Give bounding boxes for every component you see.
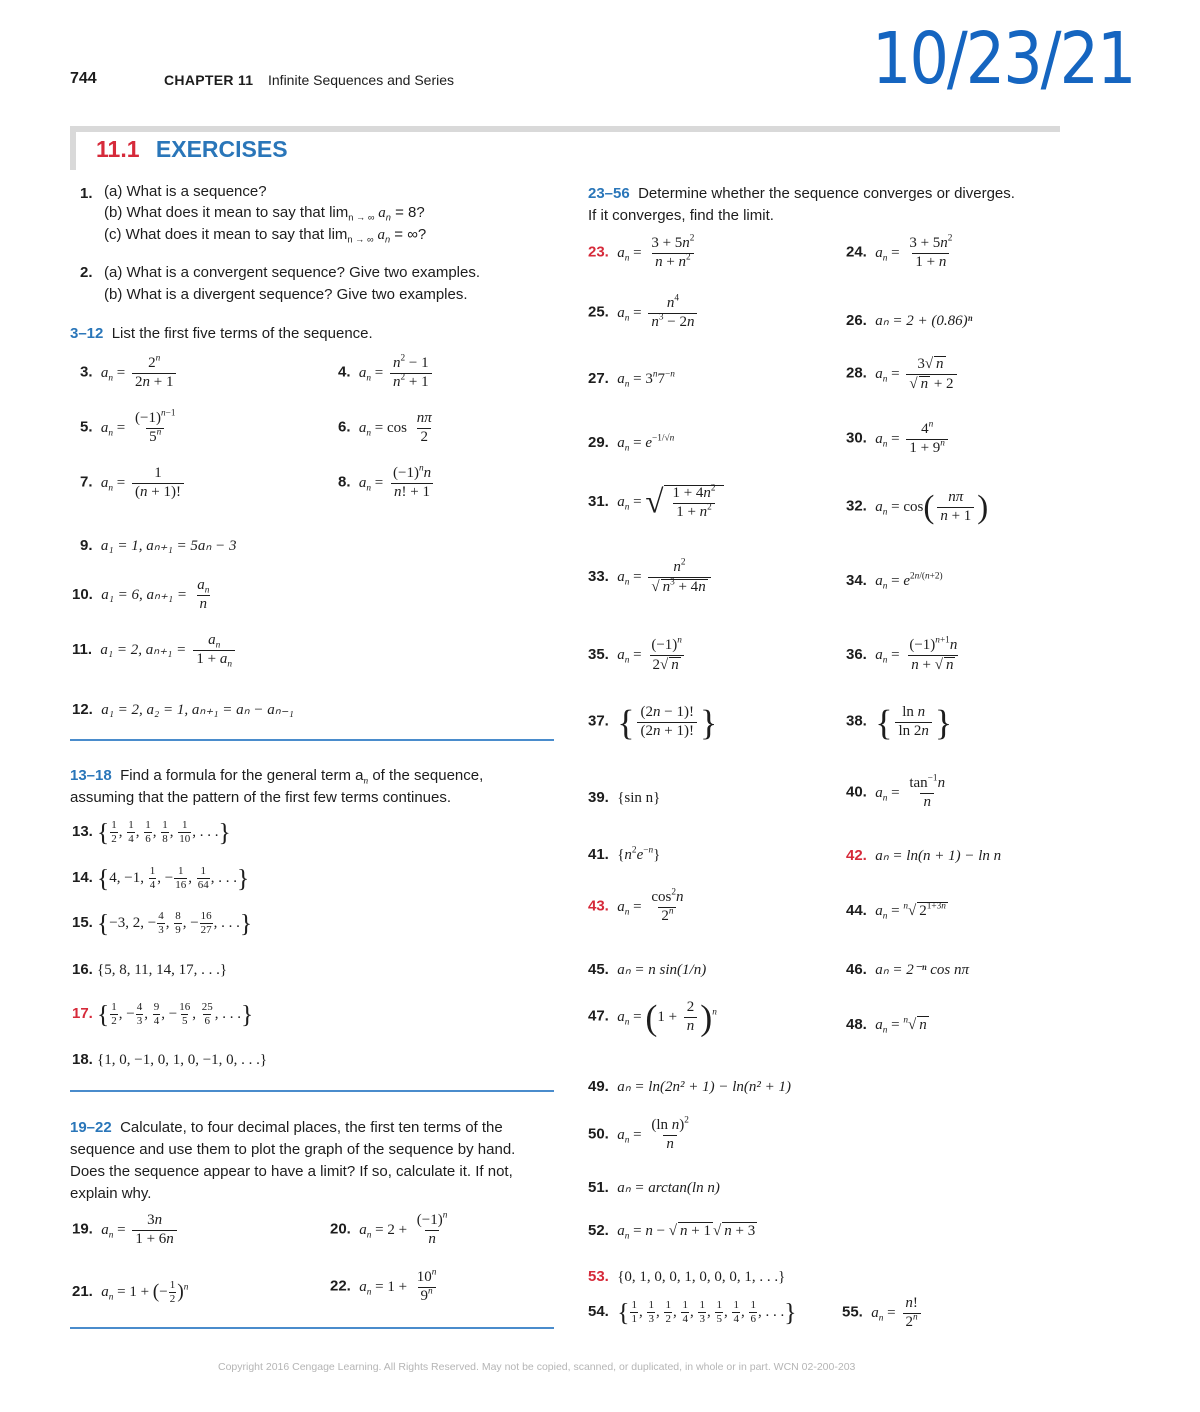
exercise-12: 12. a₁ = 2, a₂ = 1, aₙ₊₁ = aₙ − aₙ₋₁ bbox=[72, 701, 294, 718]
group-13-18-range: 13–18 bbox=[70, 767, 112, 784]
exercise-7: 7. $a_n$ = $\frac{1}{(n + 1)!}$ bbox=[80, 466, 187, 501]
exercise-31: 31. $a_n$ = √ $\frac{1 + 4n^2}{1 + n^2}$ bbox=[588, 485, 724, 521]
group-23-56-range: 23–56 bbox=[588, 185, 630, 202]
question-1 bbox=[80, 183, 93, 204]
exercise-11-expr: a₁ = 2, aₙ₊₁ = bbox=[100, 642, 187, 659]
question-2a: (a) What is a convergent sequence? Give two examples. bbox=[104, 264, 481, 281]
exercise-33: 33. $a_n$ = $\frac{n^2}{√ n^3 + 4n}$ bbox=[588, 560, 714, 596]
chapter-title: Infinite Sequences and Series bbox=[268, 72, 455, 88]
exercise-24: 24. $a_n$ = $\frac{3 + 5n^2}{1 + n}$ bbox=[846, 233, 953, 270]
exercise-53: 53. {0, 1, 0, 0, 1, 0, 0, 0, 1, . . .} bbox=[588, 1268, 786, 1285]
question-2b: (b) What is a divergent sequence? Give two examples. bbox=[104, 286, 468, 303]
exercise-18-expr: {1, 0, −1, 0, 1, 0, −1, 0, . . .} bbox=[97, 1052, 268, 1068]
group-19-22-range: 19–22 bbox=[70, 1119, 112, 1136]
section-title: EXERCISES bbox=[155, 136, 288, 162]
q1b-text: (b) What does it mean to say that lim bbox=[104, 204, 349, 221]
exercise-32: 32. $a_n = \cos$( $\frac{n\pi}{n + 1}$ ) bbox=[846, 489, 989, 526]
exercise-12-expr: a₁ = 2, a₂ = 1, aₙ₊₁ = aₙ − aₙ₋₁ bbox=[101, 702, 294, 718]
q1c-text: (c) What does it mean to say that lim bbox=[104, 226, 348, 243]
group-19-22-line2: sequence and use them to plot the graph of the sequence by hand. bbox=[70, 1141, 516, 1158]
divider-1 bbox=[70, 739, 554, 741]
exercise-25: 25. $a_n$ = $\frac{n^4}{n^3 - 2n}$ bbox=[588, 296, 700, 331]
exercise-51: 51. aₙ = arctan(ln n) bbox=[588, 1179, 720, 1196]
exercise-20: 20. $a_n = 2$ + $\frac{(-1)^n}{n}$ bbox=[330, 1210, 448, 1247]
q1c-sub: n → ∞ bbox=[347, 234, 374, 245]
exercise-46: 46. aₙ = 2⁻ⁿ cos nπ bbox=[846, 961, 969, 978]
exercise-47: 47. $a_n = (1$ + $\frac{2}{n}$ )$^n$ bbox=[588, 997, 717, 1038]
group-23-56-line2: If it converges, find the limit. bbox=[588, 207, 774, 224]
exercise-11: 11. a₁ = 2, aₙ₊₁ = $\frac{a_n}{1 + a_n}$ bbox=[72, 633, 238, 668]
exercise-49-expr: aₙ = ln(2n² + 1) − ln(n² + 1) bbox=[617, 1079, 791, 1095]
exercise-16: 16. {5, 8, 11, 14, 17, . . .} bbox=[72, 961, 228, 978]
section-number: 11.1 bbox=[96, 136, 140, 162]
exercise-15-expr: −3, 2, − bbox=[109, 914, 157, 931]
exercise-3: 3. $a_n$ = $\frac{2^n}{2n + 1}$ bbox=[80, 356, 179, 391]
question-1b: (b) What does it mean to say that $\lim_{n \to \infty} a_n = 8$? bbox=[104, 204, 425, 223]
question-1-label: 1. bbox=[80, 185, 93, 202]
exercise-17: 17. { $\frac{1}{2}$ , − $\frac{4}{3}$ , $\frac{9}{4}$ , − $\frac{16}{5}$ , $\frac{25}{6}$ , . . .} bbox=[72, 999, 254, 1029]
group-3-12-range: 3–12 bbox=[70, 325, 104, 342]
exercise-21: 21. $a_n = 1$ + (− $\frac{1}{2}$ )$^n$ bbox=[72, 1279, 189, 1305]
exercise-45-expr: aₙ = n sin(1/n) bbox=[617, 962, 707, 978]
exercise-53-expr: {0, 1, 0, 0, 1, 0, 0, 0, 1, . . .} bbox=[617, 1269, 786, 1285]
exercise-40: 40. $a_n$ = $\frac{\tan^{-1}n}{n}$ bbox=[846, 773, 946, 810]
question-2-label: 2. bbox=[80, 264, 93, 281]
group-23-56-instructions bbox=[588, 183, 1015, 227]
exercise-37: 37. { $\frac{(2n - 1)!}{(2n + 1)!}$ } bbox=[588, 702, 718, 743]
exercise-28: 28. $a_n$ = $\frac{3√ n}{√ n + 2}$ bbox=[846, 356, 960, 393]
group-13-18-line1: Find a formula for the general term a bbox=[120, 767, 364, 784]
exercise-54: 54. { $\frac{1}{1}$ , $\frac{1}{3}$ , $\frac{1}{2}$ , $\frac{1}{4}$ , $\frac{1}{3}$ , $\frac{1}{5}$ , $\frac{1}{4}$ , $\frac{1}{6}$ , . . .} bbox=[588, 1297, 797, 1327]
exercise-42: 42. aₙ = ln(n + 1) − ln n bbox=[846, 847, 1002, 864]
exercise-42-expr: aₙ = ln(n + 1) − ln n bbox=[875, 848, 1002, 864]
exercise-44: 44. $a_n = ^n√$ $2^{1+3n}$ bbox=[846, 901, 946, 922]
exercise-26: 26. aₙ = 2 + (0.86)ⁿ bbox=[846, 312, 973, 329]
section-band-left bbox=[70, 126, 76, 170]
question-1c: (c) What does it mean to say that $\lim_{n \to \infty} a_n$ = ∞? bbox=[104, 226, 427, 245]
exercise-39: 39. {sin n} bbox=[588, 789, 661, 806]
group-19-22-instructions bbox=[70, 1117, 515, 1205]
exercise-45: 45. aₙ = n sin(1/n) bbox=[588, 961, 707, 978]
group-19-22-line3: Does the sequence appear to have a limit? If so, calculate it. If not, bbox=[70, 1163, 513, 1180]
exercise-51-expr: aₙ = arctan(ln n) bbox=[617, 1180, 720, 1196]
exercise-34: 34. $a_n = e^{2n/(n+2)}$ bbox=[846, 571, 943, 592]
divider-2 bbox=[70, 1090, 554, 1092]
exercise-5: 5. $a_n$ = $\frac{(-1)^{n-1}}{5^n}$ bbox=[80, 408, 176, 445]
group-13-18-line2: assuming that the pattern of the first few terms continues. bbox=[70, 789, 452, 806]
exercise-13: 13. { $\frac{1}{2}$ , $\frac{1}{4}$ , $\frac{1}{6}$ , $\frac{1}{8}$ , $\frac{1}{10}$ , . . .} bbox=[72, 817, 231, 847]
handwritten-date: 10/23/21 bbox=[872, 16, 1135, 101]
exercise-14-expr: 4, −1, bbox=[109, 869, 148, 886]
group-3-12-text: List the first five terms of the sequence. bbox=[111, 325, 373, 342]
exercise-52: 52. $a_n = n$ − √ n + 1 √ n + 3 bbox=[588, 1222, 756, 1242]
page-number: 744 bbox=[70, 70, 97, 87]
exercise-36: 36. $a_n$ = $\frac{(-1)^{n+1}n}{n + √ n}$ bbox=[846, 635, 958, 673]
question-1a: (a) What is a sequence? bbox=[104, 183, 267, 200]
copyright-footer: Copyright 2016 Cengage Learning. All Rights Reserved. May not be copied, scanned, or duplicated, in whole or in part. WCN 02-200-203 bbox=[218, 1361, 856, 1373]
group-3-12-instructions bbox=[70, 325, 373, 342]
exercise-46-expr: aₙ = 2⁻ⁿ cos nπ bbox=[875, 962, 969, 978]
exercise-50: 50. $a_n$ = $\frac{(\ln n)^2}{n}$ bbox=[588, 1115, 689, 1152]
exercise-10-expr: a₁ = 6, aₙ₊₁ = bbox=[101, 587, 188, 604]
exercise-43: 43. $a_n$ = $\frac{\cos^2n}{2^n}$ bbox=[588, 887, 684, 924]
exercise-38: 38. { $\frac{\text{ln n}}{\ln 2n}$ } bbox=[846, 702, 953, 743]
exercise-26-expr: aₙ = 2 + (0.86)ⁿ bbox=[875, 313, 973, 329]
exercise-29: 29. $a_n = e^{-1/√n}$ bbox=[588, 433, 675, 454]
q1b-sub: n → ∞ bbox=[348, 212, 375, 223]
q1c-a: a bbox=[373, 227, 385, 243]
exercise-27: 27. $a_n = 3^n7^{-n}$ bbox=[588, 369, 675, 390]
section-band bbox=[70, 126, 1060, 132]
exercise-35: 35. $a_n$ = $\frac{(-1)^n}{2√ n}$ bbox=[588, 635, 682, 673]
exercise-6: 6. $a_n = \cos$ $\frac{n\pi}{2}$ bbox=[338, 410, 432, 445]
q1b-end: = 8? bbox=[390, 204, 425, 221]
exercise-14: 14. {4, −1, $\frac{1}{4}$ , − $\frac{1}{16}$ , $\frac{1}{64}$ , . . .} bbox=[72, 863, 250, 893]
exercise-16-expr: {5, 8, 11, 14, 17, . . .} bbox=[97, 962, 228, 978]
exercise-39-expr: {sin n} bbox=[617, 790, 661, 806]
exercise-30: 30. $a_n$ = $\frac{4^n}{1 + 9^n}$ bbox=[846, 422, 951, 457]
chapter-label: CHAPTER 11 bbox=[164, 72, 254, 88]
exercise-49: 49. aₙ = ln(2n² + 1) − ln(n² + 1) bbox=[588, 1078, 791, 1095]
exercise-19: 19. $a_n$ = $\frac{3n}{1 + 6n}$ bbox=[72, 1213, 180, 1248]
q1b-a: a bbox=[374, 205, 386, 221]
exercise-9-expr: a₁ = 1, aₙ₊₁ = 5aₙ − 3 bbox=[100, 538, 237, 554]
exercise-23: 23. $a_n$ = $\frac{3 + 5n^2}{n + n^2}$ bbox=[588, 233, 695, 270]
divider-3 bbox=[70, 1327, 554, 1329]
exercise-41: 41. $\{n^2e^{-n}\}$ bbox=[588, 845, 661, 863]
exercise-10: 10. a₁ = 6, aₙ₊₁ = $\frac{a_n}{n}$ bbox=[72, 577, 210, 612]
group-19-22-line4: explain why. bbox=[70, 1185, 152, 1202]
group-13-18-line1-end: of the sequence, bbox=[368, 767, 484, 784]
exercise-4: 4. $a_n$ = $\frac{n^2 - 1}{n^2 + 1}$ bbox=[338, 356, 435, 391]
exercise-15: 15. {−3, 2, − $\frac{4}{3}$ , $\frac{8}{9}$ , − $\frac{16}{27}$ , . . .} bbox=[72, 908, 253, 938]
exercise-48: 48. $a_n = ^n√$ n bbox=[846, 1015, 927, 1036]
exercise-8: 8. $a_n$ = $\frac{(-1)^nn}{n! + 1}$ bbox=[338, 463, 432, 500]
group-13-18-instructions: 13–18 Find a formula for the general term $a_n$ of the sequence, assuming that the pattern of the first few terms continues. bbox=[70, 767, 484, 806]
exercise-18: 18. {1, 0, −1, 0, 1, 0, −1, 0, . . .} bbox=[72, 1051, 268, 1068]
exercise-22: 22. $a_n = 1$ + $\frac{10^n}{9^n}$ bbox=[330, 1267, 437, 1304]
exercise-9: 9. a₁ = 1, aₙ₊₁ = 5aₙ − 3 bbox=[80, 537, 237, 554]
q1c-end: = ∞? bbox=[390, 226, 427, 243]
group-23-56-line1: Determine whether the sequence converges or diverges. bbox=[638, 185, 1015, 202]
section-heading bbox=[96, 136, 288, 163]
exercise-55: 55. $a_n$ = $\frac{n!}{2^n}$ bbox=[842, 1296, 924, 1331]
group-19-22-line1: Calculate, to four decimal places, the first ten terms of the bbox=[120, 1119, 503, 1136]
